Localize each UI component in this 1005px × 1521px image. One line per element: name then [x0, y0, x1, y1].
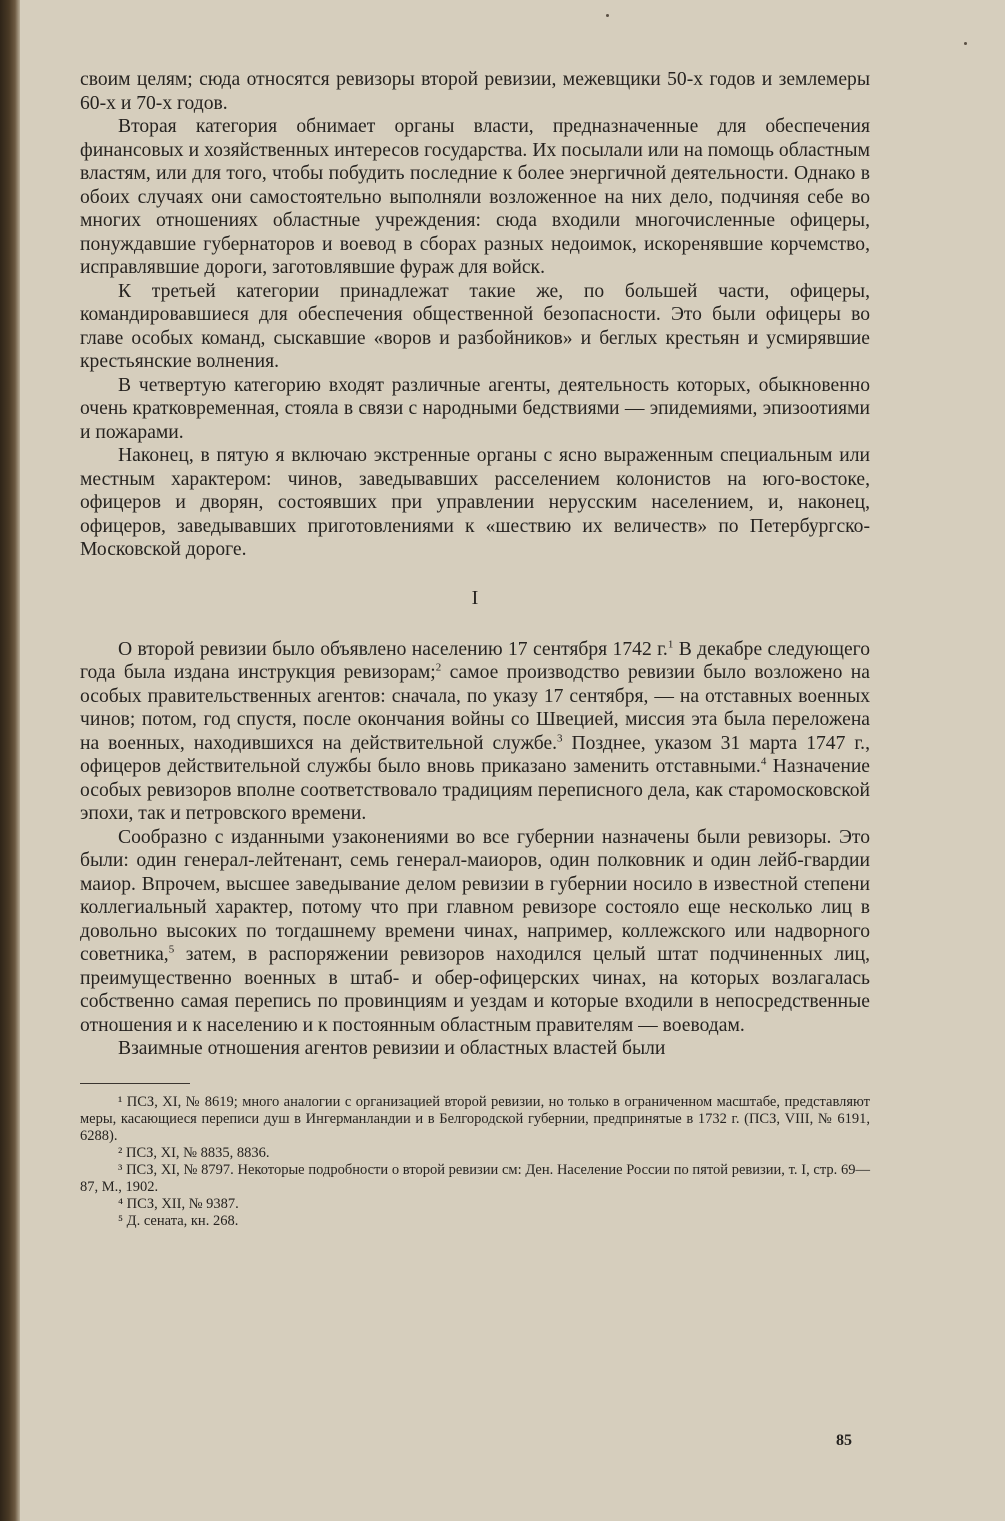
- main-text: [80, 68, 870, 1230]
- paragraph-revisors: [80, 826, 870, 1038]
- footnote-ref: 1: [667, 637, 674, 650]
- footnote-ref: 4: [760, 755, 767, 768]
- paragraph-second-revision: [80, 638, 870, 826]
- paragraph-text: Сообразно с изданными узаконениями во все губернии назначены были ревизоры. Это были: один генерал-лейтенант, семь генерал-маиоров, один полковник и один лейб-гвардии маиор. Впрочем, высшее заведывание делом ревизии в губернии носило в известной степени коллегиальный характер, потому что при главном ревизоре состояло еще несколько лиц в довольно высоких по тогдашнему времени чинах, например, коллежского или надворного советника,: [80, 826, 870, 965]
- footnote-2: ² ПСЗ, XI, № 8835, 8836.: [118, 1144, 270, 1161]
- paper-speck: [606, 14, 609, 17]
- paragraph-continuation: своим целям; сюда относятся ревизоры второй ревизии, межевщики 50-х годов и землемеры 60-х и 70-х годов.: [80, 69, 870, 114]
- paragraph-text: самое производство ревизии было возложено на особых правительственных агентов: сначала, по указу 17 сентября, — на отставных военных чинов; потом, год спустя, после окончания войны со Швецией, миссия эта была переложена на военных, находившихся на действительной службе.: [80, 662, 870, 754]
- section-heading: I: [471, 586, 479, 609]
- paragraph-category-four: В четвертую категорию входят различные агенты, деятельность которых, обыкновенно очень кратковременная, стояла в связи с народными бедствиями — эпидемиями, эпизоотиями и пожарами.: [80, 374, 870, 443]
- paragraph-category-five: Наконец, в пятую я включаю экстренные органы с ясно выраженным специальным или местным характером: чинов, заведывавших расселением колонистов на юго-востоке, офицеров и дворян, состоявших при управлении нерусским населением, и, наконец, офицеров, заведывавших приготовлениями к «шествию их величеств» по Петербургско-Московской дороге.: [80, 445, 870, 560]
- footnote-ref: 5: [168, 943, 175, 956]
- paragraph-text: Назначение особых ревизоров вполне соответствовало традициям переписного дела, как старомосковской эпохи, так и петровского времени.: [80, 756, 871, 824]
- paragraph-text: затем, в распоряжении ревизоров находился целый штат подчиненных лиц, преимущественно военных в штаб- и обер-офицерских чинах, на которых возлагалась собственно самая перепись по провинциям и уездам и которые входили в непосредственные отношения и к населению и к постоянным областным правителям — воеводам.: [80, 944, 870, 1036]
- footnote-4: ⁴ ПСЗ, XII, № 9387.: [118, 1195, 239, 1212]
- footnote-ref: 3: [557, 731, 563, 744]
- page-number: 85: [836, 1432, 852, 1449]
- paragraph-text: Позднее, указом 31 марта 1747 г., офицеров действительной службы было вновь приказано заменить отставными.: [80, 732, 870, 777]
- paragraph-text: Взаимные отношения агентов ревизии и областных властей были: [118, 1038, 666, 1059]
- footnote-ref: 2: [435, 661, 442, 674]
- paragraph-text: О второй ревизии было объявлено населению 17 сентября 1742 г.: [118, 638, 668, 660]
- paper-speck: [964, 42, 967, 45]
- footnote-3: ³ ПСЗ, XI, № 8797. Некоторые подробности о второй ревизии см: Ден. Население России по пятой ревизии, т. I, стр. 69—87, М., 1902.: [80, 1161, 870, 1195]
- footnote-5: ⁵ Д. сената, кн. 268.: [118, 1212, 239, 1229]
- footnote-divider: [80, 1083, 190, 1084]
- paragraph-category-two: Вторая категория обнимает органы власти, предназначенные для обеспечения финансовых и хозяйственных интересов государства. Их посылали или на помощь областным властям, или для того, чтобы побудить последние к более энергичной деятельности. Однако в обоих случаях они самостоятельно выполняли возложенное на них дело, подчиняя себе во многих отношениях областные учреждения: сюда входили многочисленные офицеры, понуждавшие губернаторов и воевод в сборах разных недоимок, искоренявшие корчемство, исправлявшие дороги, заготовлявшие фураж для войск.: [80, 116, 870, 278]
- book-spine-shadow: [0, 0, 20, 1521]
- paragraph-mutual-relations: [80, 1037, 870, 1061]
- paragraph-category-three: К третьей категории принадлежат такие же, по большей части, офицеры, командировавшиеся для обеспечения общественной безопасности. Это были офицеры во главе особых команд, сыскавшие «воров и разбойников» и беглых крестьян и усмирявшие крестьянские волнения.: [80, 280, 870, 372]
- footnote-1: ¹ ПСЗ, XI, № 8619; много аналогии с организацией второй ревизии, но только в ограниченном масштабе, представляют меры, касающиеся переписи душ в Ингерманландии и в Белгородской губернии, предпринятые в 1732 г. (ПСЗ, VIII, № 6191, 6288).: [80, 1093, 870, 1144]
- paragraph-text: В декабре следующего года была издана инструкция ревизорам;: [80, 638, 870, 683]
